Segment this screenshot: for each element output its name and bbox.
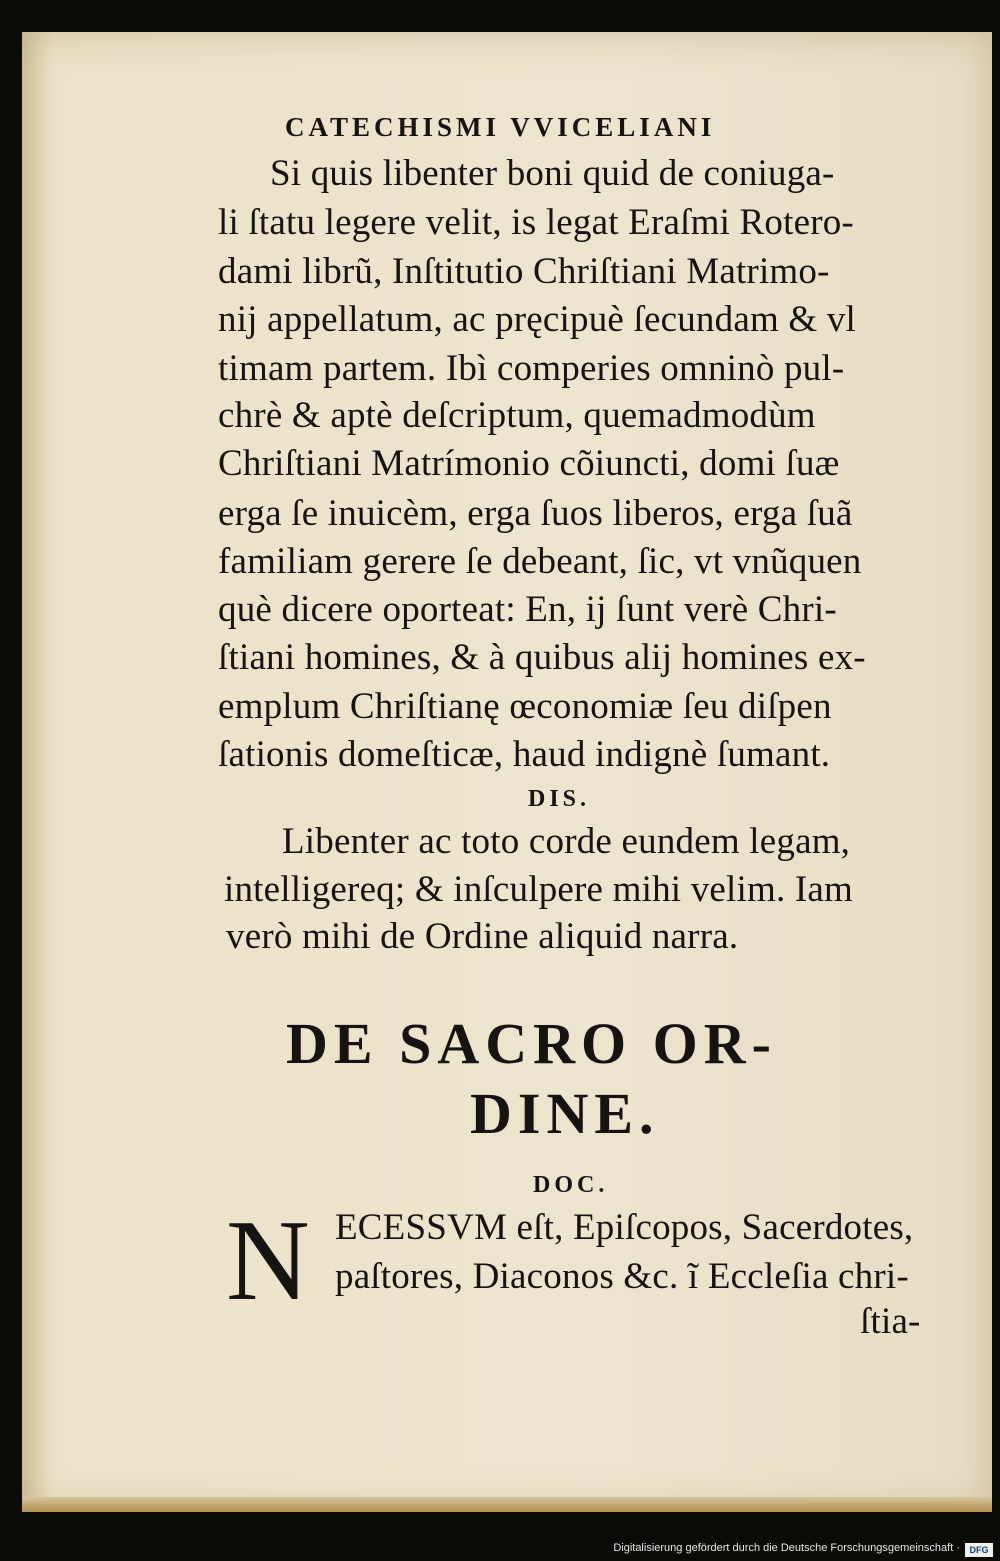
text-line: intelligereq; & inſculpere mihi velim. Iam	[224, 869, 853, 910]
drop-cap-initial: N	[226, 1197, 310, 1325]
footer-credit: Digitalisierung gefördert durch die Deutsche Forschungsgemeinschaft ·	[613, 1542, 960, 1554]
speaker-label: DOC.	[533, 1172, 609, 1198]
text-line: Si quis libenter boni quid de coniuga-	[270, 153, 835, 194]
text-line: Libenter ac toto corde eundem legam,	[282, 821, 851, 862]
section-heading: DINE.	[470, 1081, 660, 1146]
text-line: chrè & aptè deſcriptum, quemadmodùm	[218, 395, 816, 436]
text-line: nij appellatum, ac pręcipuè ſecundam & vl	[218, 299, 856, 340]
section-heading: DE SACRO OR-	[286, 1011, 777, 1076]
text-line: ſationis domeſticæ, haud indignè ſumant.	[218, 734, 831, 775]
text-line: familiam gerere ſe debeant, ſic, vt vnũquen	[218, 541, 862, 582]
footer-bar	[0, 1540, 1000, 1561]
text-line: timam partem. Ibì comperies omninò pul-	[218, 348, 845, 389]
text-line: ECESSVM eſt, Epiſcopos, Sacerdotes,	[335, 1207, 914, 1248]
text-line: Chriſtiani Matrímonio cõiuncti, domi ſuæ	[218, 443, 840, 484]
text-line: ſtiani homines, & à quibus alij homines ex-	[218, 637, 866, 678]
catchword: ſtia-	[860, 1301, 921, 1342]
text-line: paſtores, Diaconos &c. ĩ Eccleſia chri-	[335, 1256, 909, 1297]
text-line: dami librũ, Inſtitutio Chriſtiani Matrimo-	[218, 251, 830, 292]
text-line: li ſtatu legere velit, is legat Eraſmi Rotero-	[218, 202, 854, 243]
speaker-label: DIS.	[528, 786, 591, 812]
dfg-logo: DFG	[965, 1543, 993, 1557]
text-line: erga ſe inuicèm, erga ſuos liberos, erga ſuã	[218, 493, 853, 534]
text-line: què dicere oporteat: En, ij ſunt verè Chri-	[218, 589, 837, 630]
text-line: emplum Chriſtianę œconomiæ ſeu diſpen	[218, 686, 832, 727]
text-line: verò mihi de Ordine aliquid narra.	[226, 916, 739, 957]
running-head: CATECHISMI VVICELIANI	[285, 112, 716, 142]
page-edge-bottom	[22, 1497, 992, 1512]
